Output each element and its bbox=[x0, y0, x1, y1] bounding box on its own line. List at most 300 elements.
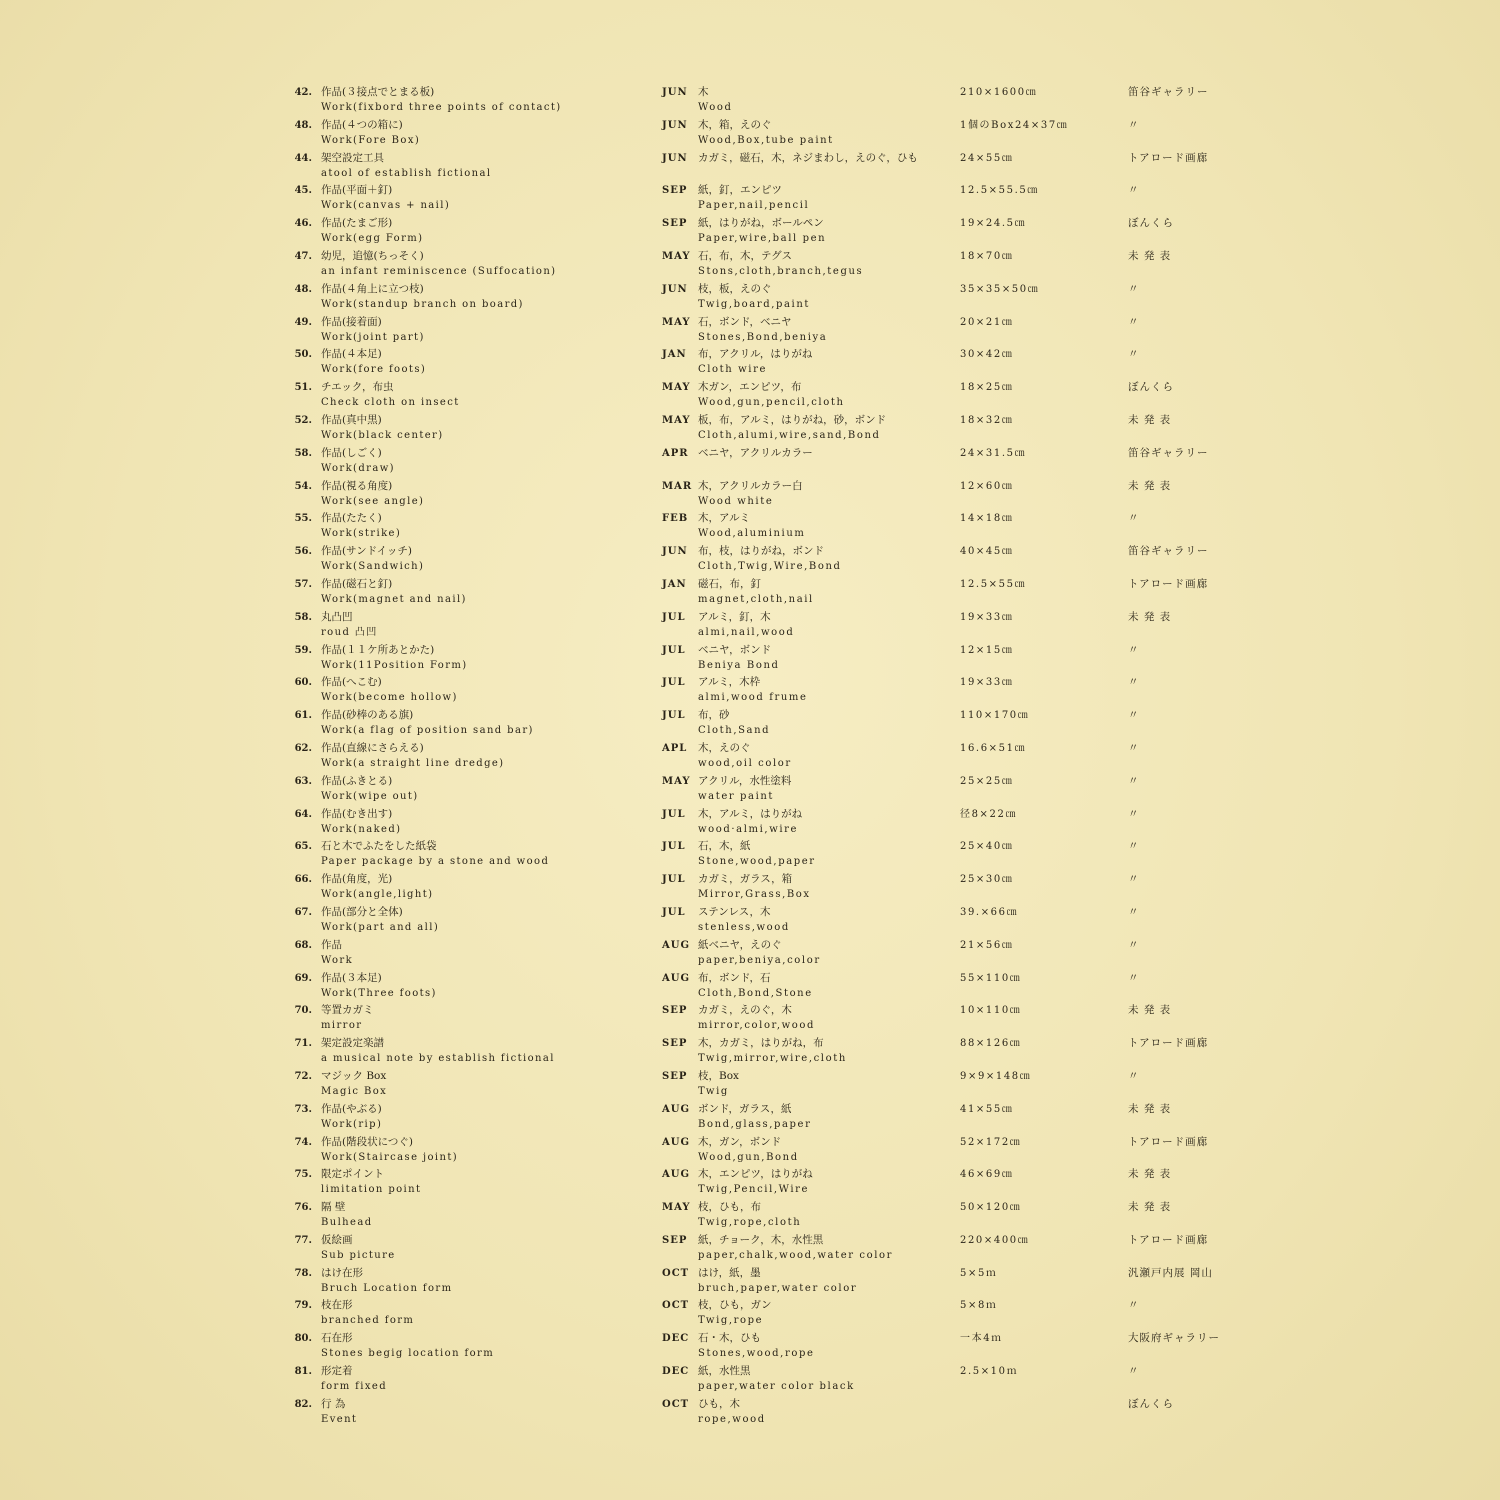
catalogue-entry bbox=[0, 313, 1500, 346]
entry-title-en: limitation point bbox=[321, 1184, 422, 1196]
catalogue-entry bbox=[0, 1001, 1500, 1034]
catalogue-entry bbox=[0, 1264, 1500, 1297]
entry-month: JUL bbox=[662, 841, 686, 853]
entry-materials-en: Stones,Bond,beniya bbox=[698, 331, 828, 343]
entry-venue: 〃 bbox=[1128, 512, 1140, 525]
entry-venue: 笛谷ギャラリー bbox=[1128, 86, 1209, 98]
entry-month: JUL bbox=[662, 874, 686, 886]
entry-materials-ja: カガミ，えのぐ，木 bbox=[698, 1004, 792, 1017]
entry-title-ja: マジック Box bbox=[321, 1069, 387, 1082]
entry-number: 74. bbox=[294, 1136, 312, 1148]
entry-materials-en: mirror,color,wood bbox=[698, 1020, 816, 1032]
works-list bbox=[0, 83, 1500, 1428]
entry-month: MAY bbox=[662, 316, 691, 328]
entry-month: SEP bbox=[662, 185, 688, 197]
entry-number: 59. bbox=[294, 644, 312, 656]
entry-title-ja: 作品(砂棒のある旗) bbox=[321, 709, 414, 722]
catalogue-entry bbox=[0, 411, 1500, 444]
entry-materials-en: Stons,cloth,branch,tegus bbox=[698, 265, 864, 277]
entry-title-ja: 行 為 bbox=[321, 1397, 346, 1410]
entry-venue: 未 発 表 bbox=[1128, 413, 1172, 426]
entry-month: FEB bbox=[662, 513, 689, 525]
entry-title-en: Work(egg Form) bbox=[321, 233, 424, 245]
catalogue-entry bbox=[0, 837, 1500, 870]
catalogue-entry bbox=[0, 1034, 1500, 1067]
entry-number: 72. bbox=[294, 1070, 312, 1082]
entry-title-ja: 架空設定工具 bbox=[321, 151, 384, 164]
entry-venue: 〃 bbox=[1128, 282, 1140, 295]
entry-number: 78. bbox=[294, 1267, 312, 1279]
entry-size: 25×25㎝ bbox=[960, 775, 1014, 787]
entry-size: 52×172㎝ bbox=[960, 1136, 1022, 1148]
entry-title-ja: 隔 壁 bbox=[321, 1201, 346, 1214]
entry-materials-ja: 石，ボンド，ベニヤ bbox=[698, 315, 792, 328]
entry-materials-ja: 木 bbox=[698, 86, 709, 98]
entry-number: 70. bbox=[294, 1005, 312, 1017]
entry-number: 76. bbox=[294, 1202, 312, 1214]
entry-month: MAY bbox=[662, 382, 691, 394]
entry-title-en: Sub picture bbox=[321, 1249, 396, 1261]
entry-materials-ja: 枝，Box bbox=[698, 1069, 739, 1082]
entry-venue: 未 発 表 bbox=[1128, 479, 1172, 492]
entry-title-ja: 等置カガミ bbox=[321, 1004, 374, 1017]
entry-number: 44. bbox=[294, 152, 312, 164]
catalogue-entry bbox=[0, 641, 1500, 674]
entry-size: 40×45㎝ bbox=[960, 546, 1014, 558]
entry-size: 21×56㎝ bbox=[960, 939, 1014, 951]
entry-title-ja: 作品(角度，光) bbox=[321, 873, 393, 886]
entry-venue: トアロード画廊 bbox=[1128, 1037, 1209, 1050]
entry-materials-ja: 紙，水性黒 bbox=[698, 1365, 751, 1378]
entry-title-en: Work(become hollow) bbox=[321, 692, 458, 704]
entry-materials-en: Bond,glass,paper bbox=[698, 1118, 812, 1130]
entry-month: MAY bbox=[662, 414, 691, 426]
entry-month: APL bbox=[662, 742, 688, 754]
catalogue-entry bbox=[0, 214, 1500, 247]
entry-materials-en: wood·almi,wire bbox=[698, 823, 799, 835]
entry-materials-en: Twig bbox=[698, 1085, 729, 1097]
catalogue-entry bbox=[0, 378, 1500, 411]
entry-venue: 未 発 表 bbox=[1128, 249, 1172, 262]
entry-venue: 〃 bbox=[1128, 348, 1140, 361]
entry-venue: 笛谷ギャラリー bbox=[1128, 446, 1209, 459]
entry-month: SEP bbox=[662, 1005, 688, 1017]
entry-title-en: Work(naked) bbox=[321, 823, 402, 835]
entry-size: 径8×22㎝ bbox=[960, 808, 1018, 820]
entry-materials-ja: 枝，板，えのぐ bbox=[698, 282, 772, 295]
catalogue-entry bbox=[0, 345, 1500, 378]
entry-title-ja: 作品(直線にさらえる) bbox=[321, 741, 424, 754]
catalogue-entry bbox=[0, 772, 1500, 805]
catalogue-entry bbox=[0, 181, 1500, 214]
entry-venue: 〃 bbox=[1128, 676, 1140, 689]
entry-title-ja: 作品(３接点でとまる板) bbox=[321, 86, 435, 98]
entry-materials-en: Cloth,Sand bbox=[698, 725, 771, 737]
entry-month: MAY bbox=[662, 775, 691, 787]
entry-venue: 笛谷ギャラリー bbox=[1128, 545, 1209, 558]
entry-materials-en: Cloth,alumi,wire,sand,Bond bbox=[698, 429, 881, 441]
entry-materials-ja: 布，アクリル，はりがね bbox=[698, 348, 813, 361]
entry-materials-en: Cloth,Bond,Stone bbox=[698, 987, 813, 999]
entry-size: 19×33㎝ bbox=[960, 611, 1014, 623]
entry-month: AUG bbox=[662, 939, 691, 951]
entry-title-en: Magic Box bbox=[321, 1085, 388, 1097]
entry-number: 48. bbox=[294, 119, 312, 131]
entry-size: 50×120㎝ bbox=[960, 1202, 1022, 1214]
entry-number: 75. bbox=[294, 1169, 312, 1181]
entry-month: JAN bbox=[662, 578, 687, 590]
entry-size: 5×5ｍ bbox=[960, 1267, 998, 1279]
entry-title-en: atool of establish fictional bbox=[321, 167, 492, 179]
entry-month: AUG bbox=[662, 1169, 691, 1181]
entry-title-ja: 仮絵画 bbox=[321, 1233, 353, 1246]
entry-venue: 未 発 表 bbox=[1128, 1168, 1172, 1181]
entry-title-en: Work(angle,light) bbox=[321, 889, 434, 901]
entry-venue: 未 発 表 bbox=[1128, 1102, 1172, 1115]
entry-materials-en: paper,chalk,wood,water color bbox=[698, 1249, 893, 1261]
entry-materials-ja: ステンレス，木 bbox=[698, 905, 771, 918]
entry-title-en: Work(see angle) bbox=[321, 495, 425, 507]
entry-title-ja: 作品(たたく) bbox=[321, 512, 382, 525]
entry-title-en: Work(magnet and nail) bbox=[321, 593, 467, 605]
entry-month: JUN bbox=[662, 119, 688, 131]
entry-materials-en: almi,wood frume bbox=[698, 692, 808, 704]
catalogue-entry bbox=[0, 542, 1500, 575]
entry-number: 61. bbox=[294, 710, 312, 722]
entry-month: JUL bbox=[662, 644, 686, 656]
entry-title-en: Work(strike) bbox=[321, 528, 402, 540]
entry-title-ja: 作品(４角上に立つ枝) bbox=[321, 282, 424, 295]
entry-materials-ja: 布，枝，はりがね，ボンド bbox=[698, 545, 824, 558]
catalogue-entry bbox=[0, 969, 1500, 1002]
entry-materials-ja: アクリル，水性塗料 bbox=[698, 774, 792, 787]
entry-materials-en: Twig,rope bbox=[698, 1315, 764, 1327]
entry-materials-en: water paint bbox=[698, 790, 775, 802]
entry-title-en: Work(11Position Form) bbox=[321, 659, 468, 671]
catalogue-entry bbox=[0, 1100, 1500, 1133]
entry-title-en: Work(Sandwich) bbox=[321, 561, 425, 573]
entry-number: 49. bbox=[294, 316, 312, 328]
entry-materials-en: Twig,mirror,wire,cloth bbox=[698, 1053, 847, 1065]
entry-materials-ja: 木，箱，えのぐ bbox=[698, 118, 772, 131]
catalogue-entry bbox=[0, 1231, 1500, 1264]
catalogue-entry bbox=[0, 280, 1500, 313]
entry-title-en: Work(black center) bbox=[321, 429, 444, 441]
entry-size: 14×18㎝ bbox=[960, 513, 1014, 525]
entry-title-en: Work(standup branch on board) bbox=[321, 298, 524, 310]
entry-month: OCT bbox=[662, 1398, 690, 1410]
entry-title-en: Event bbox=[321, 1413, 358, 1425]
entry-month: AUG bbox=[662, 1103, 691, 1115]
entry-venue: 〃 bbox=[1128, 873, 1140, 886]
entry-title-en: Bruch Location form bbox=[321, 1282, 453, 1294]
entry-number: 47. bbox=[294, 250, 312, 262]
entry-materials-ja: 磁石，布，釘 bbox=[698, 577, 761, 590]
entry-number: 71. bbox=[294, 1038, 312, 1050]
entry-materials-ja: 石，木，紙 bbox=[698, 840, 751, 853]
entry-size: 一本4ｍ bbox=[960, 1333, 1003, 1345]
entry-materials-ja: 紙，はりがね，ボールペン bbox=[698, 217, 824, 230]
entry-number: 56. bbox=[294, 546, 312, 558]
entry-materials-en: Mirror,Grass,Box bbox=[698, 889, 811, 901]
entry-venue: 〃 bbox=[1128, 118, 1140, 131]
entry-title-en: a musical note by establish fictional bbox=[321, 1053, 555, 1065]
entry-size: 20×21㎝ bbox=[960, 316, 1014, 328]
entry-size: 110×170㎝ bbox=[960, 710, 1030, 722]
entry-venue: 未 発 表 bbox=[1128, 1004, 1172, 1017]
entry-materials-ja: 紙，チョーク，木，水性黒 bbox=[698, 1233, 824, 1246]
entry-materials-en: magnet,cloth,nail bbox=[698, 593, 814, 605]
entry-materials-ja: ベニヤ，アクリルカラー bbox=[698, 446, 813, 459]
entry-title-ja: 限定ポイント bbox=[321, 1168, 384, 1181]
catalogue-entry bbox=[0, 477, 1500, 510]
entry-title-en: Work(wipe out) bbox=[321, 790, 419, 802]
entry-title-ja: 作品(３本足) bbox=[321, 971, 382, 984]
entry-venue: 〃 bbox=[1128, 840, 1140, 853]
entry-size: 18×25㎝ bbox=[960, 382, 1014, 394]
entry-number: 62. bbox=[294, 742, 312, 754]
entry-title-ja: 石と木でふたをした紙袋 bbox=[321, 840, 437, 853]
entry-title-en: Work(rip) bbox=[321, 1118, 383, 1130]
entry-title-en: Work(Fore Box) bbox=[321, 134, 421, 146]
entry-size: 220×400㎝ bbox=[960, 1234, 1030, 1246]
catalogue-entry bbox=[0, 149, 1500, 182]
entry-title-en: Work(a flag of position sand bar) bbox=[321, 725, 534, 737]
entry-materials-ja: 木ガン，エンピツ，布 bbox=[698, 381, 802, 394]
entry-size: 35×35×50㎝ bbox=[960, 283, 1040, 295]
entry-materials-en: Cloth wire bbox=[698, 364, 767, 376]
entry-materials-en: Wood,Box,tube paint bbox=[698, 134, 834, 146]
entry-size: 46×69㎝ bbox=[960, 1169, 1014, 1181]
entry-number: 66. bbox=[294, 874, 312, 886]
entry-title-ja: 石在形 bbox=[321, 1332, 353, 1345]
entry-month: OCT bbox=[662, 1300, 690, 1312]
entry-number: 69. bbox=[294, 972, 312, 984]
entry-size: 10×110㎝ bbox=[960, 1005, 1022, 1017]
catalogue-entry bbox=[0, 444, 1500, 477]
entry-materials-ja: 木，アクリルカラー白 bbox=[698, 479, 803, 492]
entry-materials-ja: 紙，釘，エンピツ bbox=[698, 184, 782, 197]
entry-title-en: Work(Staircase joint) bbox=[321, 1151, 459, 1163]
entry-materials-ja: 枝，ひも，布 bbox=[698, 1201, 761, 1214]
catalogue-entry bbox=[0, 1198, 1500, 1231]
entry-number: 50. bbox=[294, 349, 312, 361]
entry-number: 42. bbox=[294, 87, 312, 98]
entry-venue: 〃 bbox=[1128, 709, 1140, 722]
entry-number: 68. bbox=[294, 939, 312, 951]
entry-size: 39.×66㎝ bbox=[960, 906, 1019, 918]
entry-venue: 〃 bbox=[1128, 971, 1140, 984]
entry-number: 58. bbox=[294, 611, 312, 623]
entry-month: JUL bbox=[662, 906, 686, 918]
entry-materials-ja: アルミ，釘，木 bbox=[698, 610, 771, 623]
entry-number: 54. bbox=[294, 480, 312, 492]
entry-month: JUN bbox=[662, 283, 688, 295]
entry-title-en: Check cloth on insect bbox=[321, 397, 460, 409]
entry-number: 73. bbox=[294, 1103, 312, 1115]
entry-title-en: Work(draw) bbox=[321, 462, 395, 474]
entry-month: MAY bbox=[662, 250, 691, 262]
entry-title-ja: 作品(たまご形) bbox=[321, 217, 393, 230]
entry-number: 65. bbox=[294, 841, 312, 853]
entry-month: MAR bbox=[662, 480, 693, 492]
entry-number: 80. bbox=[294, 1333, 312, 1345]
entry-title-en: Stones begig location form bbox=[321, 1348, 495, 1360]
catalogue-entry bbox=[0, 575, 1500, 608]
entry-materials-en: Paper,nail,pencil bbox=[698, 200, 810, 212]
entry-materials-en: Wood,aluminium bbox=[698, 528, 806, 540]
entry-month: MAY bbox=[662, 1202, 691, 1214]
entry-title-ja: 作品(へこむ) bbox=[321, 676, 382, 689]
entry-venue: 〃 bbox=[1128, 315, 1140, 328]
entry-title-en: Work(canvas + nail) bbox=[321, 200, 451, 212]
entry-materials-en: almi,nail,wood bbox=[698, 626, 795, 638]
entry-number: 60. bbox=[294, 677, 312, 689]
entry-venue: トアロード画廊 bbox=[1128, 151, 1209, 164]
entry-materials-ja: カガミ，磁石，木，ネジまわし，えのぐ，ひも bbox=[698, 151, 918, 164]
entry-materials-ja: 布，ボンド，石 bbox=[698, 971, 771, 984]
entry-materials-ja: ボンド，ガラス，紙 bbox=[698, 1102, 792, 1115]
entry-size: 18×32㎝ bbox=[960, 414, 1014, 426]
entry-materials-ja: 木，アルミ bbox=[698, 512, 751, 525]
entry-title-ja: 作品(磁石と釘) bbox=[321, 577, 393, 590]
entry-number: 64. bbox=[294, 808, 312, 820]
entry-title-ja: 作品(１１ケ所あとかた) bbox=[321, 643, 435, 656]
entry-title-en: Bulhead bbox=[321, 1217, 373, 1229]
entry-size: 2.5×10ｍ bbox=[960, 1366, 1019, 1378]
entry-title-ja: 作品(階段状につぐ) bbox=[321, 1135, 413, 1148]
entry-month: JUN bbox=[662, 546, 688, 558]
entry-title-ja: 枝在形 bbox=[321, 1299, 353, 1312]
entry-month: SEP bbox=[662, 1070, 688, 1082]
entry-materials-en: paper,water color black bbox=[698, 1381, 855, 1393]
entry-month: JUL bbox=[662, 710, 686, 722]
entry-materials-en: rope,wood bbox=[698, 1413, 766, 1425]
entry-size: 18×70㎝ bbox=[960, 250, 1014, 262]
entry-size: 24×55㎝ bbox=[960, 152, 1014, 164]
entry-materials-en: Paper,wire,ball pen bbox=[698, 233, 827, 245]
entry-number: 82. bbox=[294, 1398, 312, 1410]
entry-month: SEP bbox=[662, 218, 688, 230]
entry-title-ja: 作品(視る角度) bbox=[321, 479, 393, 492]
entry-venue: トアロード画廊 bbox=[1128, 1233, 1209, 1246]
entry-materials-en: Wood bbox=[698, 102, 733, 113]
entry-materials-en: Beniya Bond bbox=[698, 659, 780, 671]
catalogue-entry bbox=[0, 1165, 1500, 1198]
entry-materials-ja: アルミ，木枠 bbox=[698, 676, 761, 689]
entry-month: AUG bbox=[662, 972, 691, 984]
entry-month: SEP bbox=[662, 1038, 688, 1050]
entry-title-ja: 作品(やぶる) bbox=[321, 1102, 382, 1115]
catalogue-entry bbox=[0, 1133, 1500, 1166]
entry-size: 210×1600㎝ bbox=[960, 87, 1038, 98]
entry-venue: 未 発 表 bbox=[1128, 610, 1172, 623]
entry-materials-ja: 布，砂 bbox=[698, 709, 730, 722]
entry-title-ja: 作品(しごく) bbox=[321, 446, 382, 459]
entry-size: 12.5×55㎝ bbox=[960, 578, 1027, 590]
entry-venue: ぼんくら bbox=[1128, 1397, 1174, 1410]
entry-title-ja: 形定着 bbox=[321, 1365, 353, 1378]
entry-size: 5×8ｍ bbox=[960, 1300, 998, 1312]
entry-title-ja: 作品(平面＋釘) bbox=[321, 184, 393, 197]
catalogue-entry bbox=[0, 673, 1500, 706]
entry-size: 25×30㎝ bbox=[960, 874, 1014, 886]
entry-materials-en: Stones,wood,rope bbox=[698, 1348, 815, 1360]
entry-month: SEP bbox=[662, 1234, 688, 1246]
entry-venue: 〃 bbox=[1128, 905, 1140, 918]
entry-title-en: roud 凸凹 bbox=[321, 626, 378, 638]
entry-title-en: Work(part and all) bbox=[321, 921, 440, 933]
entry-venue: 〃 bbox=[1128, 184, 1140, 197]
entry-title-ja: 作品(４つの箱に) bbox=[321, 118, 403, 131]
entry-materials-ja: 石・木，ひも bbox=[698, 1332, 761, 1345]
entry-venue: 〃 bbox=[1128, 643, 1140, 656]
entry-venue: 〃 bbox=[1128, 1299, 1140, 1312]
entry-title-en: Work bbox=[321, 954, 354, 966]
entry-materials-ja: 紙ベニヤ，えのぐ bbox=[698, 938, 782, 951]
entry-materials-en: Wood white bbox=[698, 495, 774, 507]
entry-venue: 〃 bbox=[1128, 1069, 1140, 1082]
entry-number: 79. bbox=[294, 1300, 312, 1312]
catalogue-entry bbox=[0, 805, 1500, 838]
catalogue-entry bbox=[0, 1329, 1500, 1362]
entry-materials-en: Twig,Pencil,Wire bbox=[698, 1184, 810, 1196]
entry-materials-ja: 木，エンピツ，はりがね bbox=[698, 1168, 813, 1181]
entry-number: 67. bbox=[294, 906, 312, 918]
entry-title-en: Work(Three foots) bbox=[321, 987, 437, 999]
entry-number: 57. bbox=[294, 578, 312, 590]
entry-size: 25×40㎝ bbox=[960, 841, 1014, 853]
entry-title-en: Work(joint part) bbox=[321, 331, 425, 343]
entry-title-ja: チエック，布虫 bbox=[321, 381, 394, 394]
entry-size: 19×33㎝ bbox=[960, 677, 1014, 689]
entry-title-en: Work(fixbord three points of contact) bbox=[321, 102, 562, 113]
entry-title-ja: 作品(部分と全体) bbox=[321, 905, 403, 918]
entry-title-ja: 作品(真中黒) bbox=[321, 413, 382, 426]
entry-venue: 〃 bbox=[1128, 1365, 1140, 1378]
entry-materials-ja: カガミ，ガラス，箱 bbox=[698, 873, 793, 886]
catalogue-entry bbox=[0, 739, 1500, 772]
entry-number: 48. bbox=[294, 283, 312, 295]
catalogue-entry bbox=[0, 83, 1500, 116]
entry-materials-ja: 板，布，アルミ，はりがね，砂，ボンド bbox=[698, 413, 887, 426]
entry-materials-en: wood,oil color bbox=[698, 757, 792, 769]
entry-month: APR bbox=[662, 447, 689, 459]
entry-size: 24×31.5㎝ bbox=[960, 447, 1027, 459]
catalogue-entry bbox=[0, 936, 1500, 969]
entry-materials-en: Wood,gun,pencil,cloth bbox=[698, 397, 845, 409]
entry-materials-en: bruch,paper,water color bbox=[698, 1282, 858, 1294]
entry-number: 81. bbox=[294, 1366, 312, 1378]
entry-materials-ja: 木，カガミ，はりがね，布 bbox=[698, 1037, 824, 1050]
entry-month: DEC bbox=[662, 1366, 690, 1378]
entry-materials-en: Twig,board,paint bbox=[698, 298, 811, 310]
entry-size: 19×24.5㎝ bbox=[960, 218, 1027, 230]
entry-number: 46. bbox=[294, 218, 312, 230]
entry-materials-ja: 木，えのぐ bbox=[698, 741, 751, 754]
entry-venue: 〃 bbox=[1128, 774, 1140, 787]
entry-number: 45. bbox=[294, 185, 312, 197]
entry-venue: ぼんくら bbox=[1128, 381, 1174, 394]
entry-venue: 〃 bbox=[1128, 938, 1140, 951]
entry-month: JUL bbox=[662, 677, 686, 689]
catalogue-entry bbox=[0, 509, 1500, 542]
entry-number: 77. bbox=[294, 1234, 312, 1246]
catalogue-entry bbox=[0, 116, 1500, 149]
entry-size: 12.5×55.5㎝ bbox=[960, 185, 1039, 197]
entry-month: JUL bbox=[662, 611, 686, 623]
catalogue-entry bbox=[0, 1395, 1500, 1428]
